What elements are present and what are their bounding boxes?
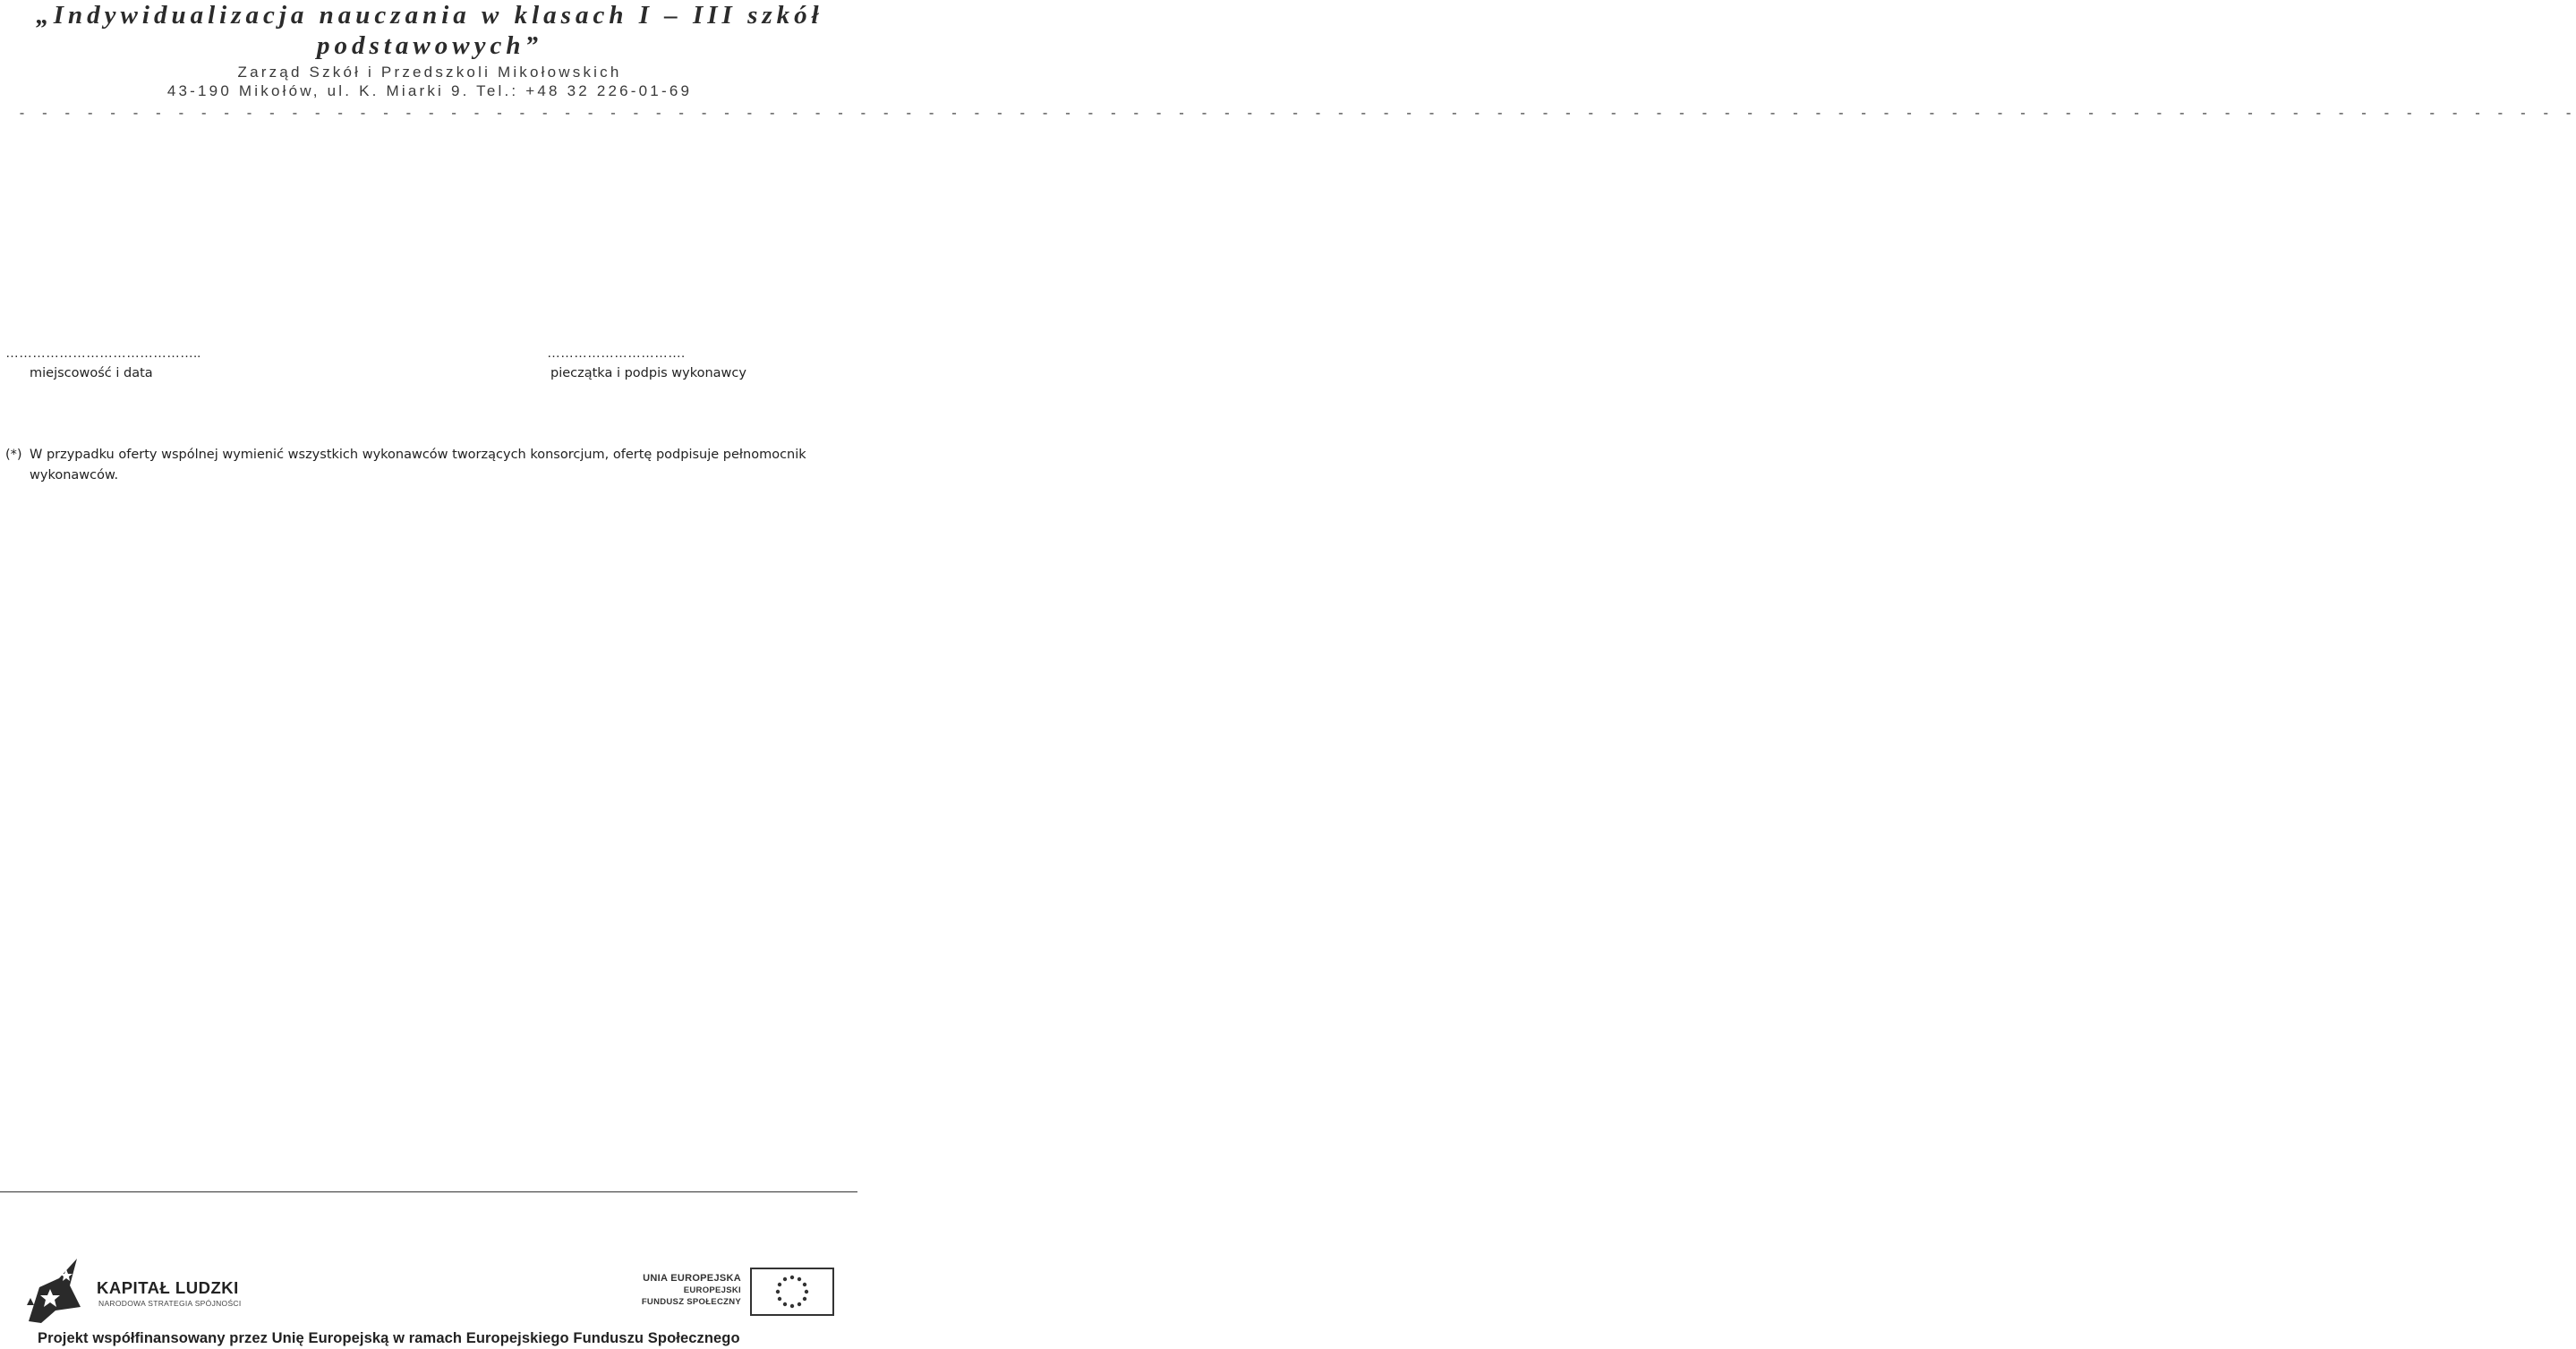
document-header xyxy=(0,0,859,100)
place-date-caption: miejscowość i data xyxy=(30,366,153,380)
footnote-marker: (*) xyxy=(5,448,22,462)
project-cofinancing-note: Projekt współfinansowany przez Unię Europejską w ramach Europejskiego Funduszu Społecznego xyxy=(38,1330,740,1346)
document-title-line-1: „Indywidualizacja nauczania w klasach I – III szkół xyxy=(36,1,823,30)
eu-social-fund-label: FUNDUSZ SPOŁECZNY xyxy=(641,1297,741,1307)
kapital-ludzki-logo-icon xyxy=(23,1255,86,1325)
eu-european-label: EUROPEJSKI xyxy=(683,1285,741,1295)
institution-address: 43-190 Mikołów, ul. K. Miarki 9. Tel.: +48 32 226-01-69 xyxy=(166,82,693,99)
footer xyxy=(0,1253,859,1349)
kapital-ludzki-subtitle: NARODOWA STRATEGIA SPÓJNOŚCI xyxy=(98,1299,242,1308)
eu-union-label: UNIA EUROPEJSKA xyxy=(643,1273,741,1284)
eu-fund-text xyxy=(642,1273,741,1308)
institution-name: Zarząd Szkół i Przedszkoli Mikołowskich xyxy=(237,64,622,81)
footnote-text: W przypadku oferty wspólnej wymienić wszystkich wykonawców tworzących konsorcjum, ofertę podpisuje pełnomocnik xyxy=(30,448,806,462)
eu-flag-icon xyxy=(750,1268,834,1316)
header-separator: - - - - - - - - - - - - - - - - - - - - - - - - - - - - - - - - - - - - - - - - - - - - - - - - - - - - - - - - - - - - - - - - - - - - - - - - - - - - - - - - - - - - - - - - - - - - - - - - - - - - - - - - - - - - - - - - - xyxy=(18,107,2576,122)
place-date-dotted-line: …………………………………….. xyxy=(5,346,201,361)
kapital-ludzki-name: KAPITAŁ LUDZKI xyxy=(97,1278,239,1297)
footnote-line-1 xyxy=(5,445,847,465)
document-title-line-2: podstawowych” xyxy=(317,31,542,60)
footnote-line-2: wykonawców. xyxy=(30,468,119,482)
footnote xyxy=(5,445,847,486)
footer-rule xyxy=(0,1191,857,1192)
stamp-signature-caption: pieczątka i podpis wykonawcy xyxy=(550,366,746,380)
stamp-signature-dotted-line: …………………………. xyxy=(547,346,686,361)
